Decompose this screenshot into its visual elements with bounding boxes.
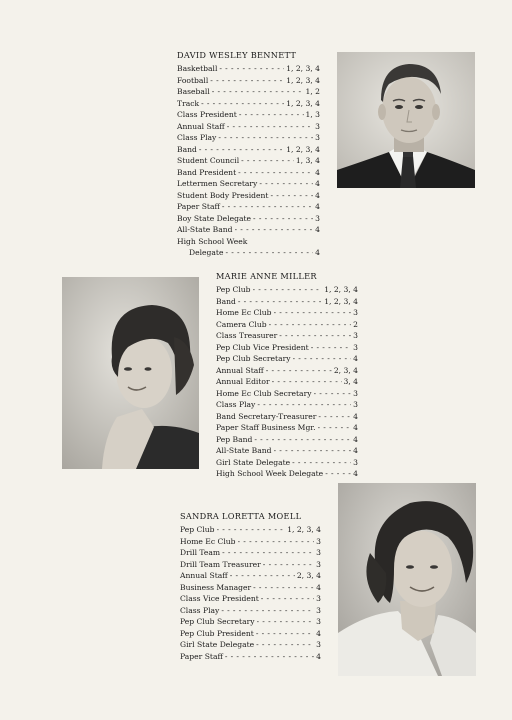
activity-label: Baseball — [177, 87, 210, 96]
activity-label: Football — [177, 75, 209, 85]
activity-years: 1, 3 — [305, 110, 320, 119]
activity-years: 3 — [353, 331, 358, 340]
activity-label: Drill Team Treasurer — [180, 559, 261, 569]
activity-row — [216, 468, 358, 480]
activity-years: 1, 2, 3, 4 — [286, 144, 320, 154]
activity-years: 3 — [315, 121, 320, 131]
activity-label: Class Play — [216, 400, 256, 409]
activity-years: 3 — [353, 457, 358, 467]
activity-row — [216, 422, 358, 434]
activity-years: 2, 3, 4 — [333, 365, 358, 375]
activity-row — [180, 593, 321, 605]
activity-years: 3 — [353, 400, 358, 409]
activity-label: Delegate — [189, 248, 224, 257]
activity-row — [180, 628, 321, 640]
activity-row — [180, 616, 321, 628]
activity-years: 4 — [353, 469, 358, 478]
activity-label: High School Week — [177, 236, 248, 246]
portrait-photo-moell — [338, 483, 476, 676]
activity-years: 1, 2, 3, 4 — [324, 285, 358, 294]
activity-years: 4 — [353, 423, 358, 432]
activity-years: 1, 2, 3, 4 — [286, 75, 320, 85]
activity-row — [177, 201, 320, 213]
activity-years: 2 — [353, 319, 358, 329]
activity-years: 3 — [353, 342, 358, 352]
portrait-photo-bennett — [337, 52, 475, 188]
activity-row — [177, 86, 320, 98]
activity-years: 1, 2, 3, 4 — [286, 64, 320, 73]
activity-row — [177, 109, 320, 121]
student-entry-bennett — [177, 50, 320, 259]
activity-row — [177, 75, 320, 87]
activity-label: Camera Club — [216, 319, 267, 329]
activity-row — [177, 190, 320, 202]
activity-row — [216, 365, 358, 377]
activity-label: All-State Band — [177, 225, 233, 234]
activity-row — [180, 547, 321, 559]
activity-label: Pep Club Vice President — [216, 342, 309, 352]
activity-row — [216, 434, 358, 446]
activity-years: 3 — [353, 388, 358, 398]
activity-label: Boy State Delegate — [177, 213, 252, 223]
activity-row — [180, 651, 321, 663]
activity-label: All-State Band — [216, 446, 272, 455]
activity-row — [177, 247, 320, 259]
activity-label: Home Ec Club Secretary — [216, 388, 312, 398]
activity-row — [216, 296, 358, 308]
activity-label: Band — [216, 296, 236, 306]
student-entry-moell — [180, 511, 321, 662]
activity-row — [180, 524, 321, 536]
activity-label: Girl State Delegate — [216, 457, 291, 467]
activity-row — [216, 376, 358, 388]
activity-label: Home Ec Club — [216, 308, 272, 317]
activity-row — [177, 178, 320, 190]
activity-label: Paper Staff — [180, 651, 223, 661]
activity-row — [216, 457, 358, 469]
activity-row — [177, 236, 320, 248]
activity-label: Class Play — [180, 605, 220, 615]
activity-years: 4 — [353, 446, 358, 455]
activity-label: Pep Club — [216, 285, 251, 294]
activity-years: 4 — [315, 167, 320, 177]
activity-label: Pep Band — [216, 434, 253, 444]
activity-row — [177, 121, 320, 133]
activity-label: Band Secretary-Treasurer — [216, 411, 317, 421]
activity-label: Annual Editor — [216, 377, 270, 386]
activity-label: Lettermen Secretary — [177, 179, 258, 188]
activity-row — [177, 98, 320, 110]
activity-label: Business Manager — [180, 582, 252, 592]
activity-label: Band President — [177, 167, 237, 177]
activity-label: Class Play — [177, 133, 217, 142]
activity-row — [216, 319, 358, 331]
activity-row — [177, 213, 320, 225]
activity-years: 3 — [315, 213, 320, 223]
activity-label: Pep Club President — [180, 628, 254, 638]
student-name: SANDRA LORETTA MOELL — [180, 511, 302, 521]
activity-row — [216, 399, 358, 411]
activity-years: 1, 2, 3, 4 — [286, 98, 320, 108]
activity-row — [177, 167, 320, 179]
activity-label: Basketball — [177, 64, 218, 73]
activity-label: Annual Staff — [177, 121, 225, 131]
portrait-photo-miller — [62, 277, 199, 469]
activity-label: Pep Club — [180, 525, 215, 534]
activity-years: 3 — [316, 640, 321, 649]
activity-years: 3 — [316, 605, 321, 615]
activity-years: 3 — [316, 536, 321, 546]
activity-label: Class Treasurer — [216, 331, 278, 340]
activity-label: Annual Staff — [180, 571, 228, 580]
activity-years: 4 — [353, 354, 358, 363]
activity-years: 4 — [316, 651, 321, 661]
activity-label: Paper Staff — [177, 202, 220, 211]
activity-row — [180, 582, 321, 594]
activity-label: Home Ec Club — [180, 536, 236, 546]
activity-row — [177, 132, 320, 144]
activity-row — [177, 155, 320, 167]
activity-label: Drill Team — [180, 548, 221, 557]
activity-row — [216, 284, 358, 296]
activity-years: 3, 4 — [343, 377, 358, 386]
activity-row — [177, 63, 320, 75]
activity-years: 1, 2 — [305, 87, 320, 96]
activity-row — [180, 559, 321, 571]
activity-row — [180, 639, 321, 651]
activity-years: 4 — [316, 582, 321, 592]
activity-row — [216, 307, 358, 319]
activity-row — [216, 411, 358, 423]
activity-label: Band — [177, 144, 197, 154]
activity-years: 3 — [316, 559, 321, 569]
activity-years: 4 — [353, 434, 358, 444]
activity-years: 4 — [316, 628, 321, 638]
activity-row — [216, 445, 358, 457]
activity-years: 3 — [316, 548, 321, 557]
activity-years: 1, 3, 4 — [295, 156, 320, 165]
activity-label: Track — [177, 98, 200, 108]
activity-label: Student Body President — [177, 190, 269, 200]
activity-years: 1, 2, 3, 4 — [324, 296, 358, 306]
activity-years: 3 — [316, 594, 321, 603]
activity-label: Class President — [177, 110, 237, 119]
activity-label: Pep Club Secretary — [216, 354, 291, 363]
activity-years: 1, 2, 3, 4 — [287, 525, 321, 534]
activity-years: 3 — [315, 133, 320, 142]
student-entry-miller — [216, 271, 358, 480]
activity-label: Annual Staff — [216, 365, 264, 375]
activity-row — [216, 330, 358, 342]
activity-row — [180, 605, 321, 617]
activity-label: Pep Club Secretary — [180, 617, 255, 626]
activity-row — [177, 144, 320, 156]
activity-label: Paper Staff Business Mgr. — [216, 423, 316, 432]
activity-label: High School Week Delegate — [216, 469, 324, 478]
activity-years: 4 — [315, 202, 320, 211]
activity-row — [180, 536, 321, 548]
activity-years: 4 — [315, 179, 320, 188]
activity-years: 2, 3, 4 — [296, 571, 321, 580]
activity-years: 4 — [315, 248, 320, 257]
student-name: DAVID WESLEY BENNETT — [177, 50, 297, 60]
activity-label: Class Vice President — [180, 594, 259, 603]
activity-row — [177, 224, 320, 236]
activity-years: 4 — [315, 190, 320, 200]
activity-row — [216, 388, 358, 400]
activity-years: 3 — [316, 617, 321, 626]
activity-row — [216, 342, 358, 354]
activity-label: Student Council — [177, 156, 240, 165]
activity-row — [216, 353, 358, 365]
activity-years: 4 — [353, 411, 358, 421]
activity-row — [180, 570, 321, 582]
student-name: MARIE ANNE MILLER — [216, 271, 317, 281]
activity-label: Girl State Delegate — [180, 640, 255, 649]
activity-years: 3 — [353, 308, 358, 317]
activity-years: 4 — [315, 225, 320, 234]
